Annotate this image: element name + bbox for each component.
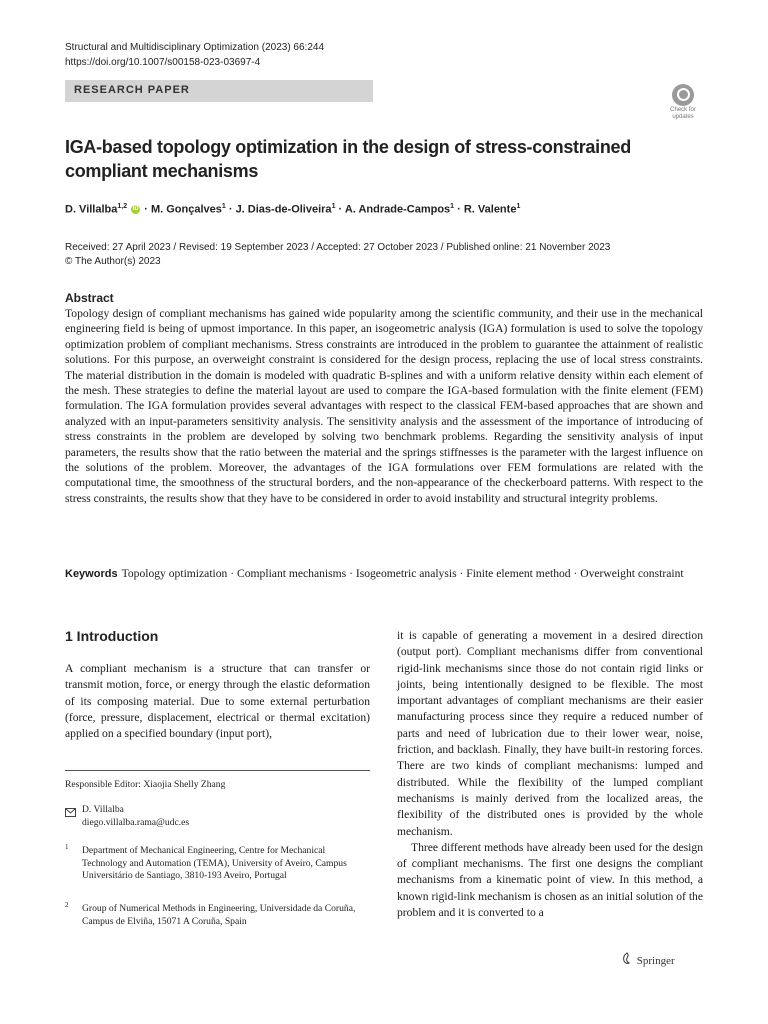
publisher-name: Springer — [636, 955, 675, 967]
check-updates-line1: Check for — [670, 107, 696, 113]
intro-paragraph: A compliant mechanism is a structure that can transfer or transmit motion, force, or energy through the elastic deformation of its composing material. Due to some external perturbation (force, pressure, displacement, electrical or thermal excitation) applied on a specified boundary (input port), — [65, 662, 370, 741]
envelope-icon[interactable] — [65, 804, 76, 822]
dates-line: Received: 27 April 2023 / Revised: 19 September 2023 / Accepted: 27 October 2023 / Published online: 21 November 2023 — [65, 242, 611, 253]
journal-header — [65, 40, 324, 70]
author-affil: 1,2 — [117, 203, 128, 210]
footnote-divider — [65, 770, 370, 771]
author-name[interactable]: J. Dias-de-Oliveira — [235, 203, 332, 216]
responsible-editor: Responsible Editor: Xiaojia Shelly Zhang — [65, 779, 226, 790]
check-updates-icon — [672, 84, 694, 106]
keywords-block — [65, 566, 703, 582]
contact-email[interactable]: diego.villalba.rama@udc.es — [82, 816, 190, 828]
publication-dates — [65, 241, 610, 269]
affiliation-2: Group of Numerical Methods in Engineering, Universidade da Coruña, Campus de Elviña, 15071 A Coruña, Spain — [82, 903, 356, 927]
publisher-logo — [620, 952, 675, 967]
author-name[interactable]: D. Villalba — [65, 203, 118, 216]
affiliation-number: 1 — [65, 843, 69, 851]
orcid-icon[interactable]: iD — [132, 206, 139, 213]
intro-paragraph: Three different methods have already been used for the design of compliant mechanisms. The first one designs the compliant mechanisms from a kinematic point of view. In this method, a known rigid-link mechanism is chosen as an initial solution of the problem and it is converted to a — [397, 840, 703, 920]
journal-citation: Structural and Multidisciplinary Optimization (2023) 66:244 — [65, 42, 325, 53]
keywords-label: Keywords — [65, 568, 118, 580]
author-list: D. Villalba$^{1,2}$ iD · M. Gonçalves$^1$ · J. Dias-de-Oliveira$^1$ · A. Andrade-Campos$^1$ · R. Valente$^1$ — [65, 203, 521, 216]
intro-column-left — [65, 661, 370, 742]
springer-logo-icon — [620, 952, 634, 966]
author-name[interactable]: M. Gonçalves — [150, 203, 222, 216]
corresponding-author — [82, 804, 189, 829]
contact-name: D. Villalba — [82, 804, 124, 815]
copyright-line: © The Author(s) 2023 — [65, 256, 161, 267]
keywords-text: Topology optimization · Compliant mechanisms · Isogeometric analysis · Finite element method · Overweight constraint — [121, 567, 684, 580]
check-updates-badge[interactable] — [664, 84, 702, 124]
author-affil: 1 — [516, 203, 521, 210]
author-name[interactable]: R. Valente — [463, 203, 517, 216]
affiliation-1: Department of Mechanical Engineering, Centre for Mechanical Technology and Automation (TEMA), University of Aveiro, Campus Universitário de Santiago, 3810-193 Aveiro, Portugal — [82, 845, 347, 881]
abstract-text: Topology design of compliant mechanisms has gained wide popularity among the scientific community, and their use in the mechanical engineering field is being of upmost importance. In this paper, an isogeometric analysis (IGA) formulation is used to solve the topology optimization problem of compliant mechanisms. Stress constraints are introduced in the problem to guarantee the attainment of realistic solutions. For this purpose, an overweight constraint is considered for the design process, replacing the use of local stress constraints. The material distribution in the domain is modeled with quadratic B-splines and with a uniform relative density within each element of the mesh. These strategies to define the material layout are used to compare the IGA-based formulation with the finite element (FEM) formulation. The IGA formulation provides several advantages with respect to the classical FEM-based approaches that are shown and analyzed with an input-parameters sensitivity analysis. The sensitivity analysis and the assessment of the importance of introducing of stress constraints in the problem are developed by solving two benchmark problems. Regarding the sensitivity analysis of input parameters, the results show that the ratio between the material and the springs stiffnesses is the parameter with the largest influence on the solutions of the problem. Moreover, the advantages of the IGA formulations over FEM formulations are related with the computational time, the smoothness of the structural borders, and the non-appearance of the checkerboard patterns. With respect to the stress constraints, the results show that they have to be considered in order to avoid instability and structural integrity problems. — [65, 307, 703, 505]
doi-link[interactable]: https://doi.org/10.1007/s00158-023-03697-4 — [65, 57, 261, 68]
intro-paragraph: it is capable of generating a movement in a desired direction (output port). Compliant mechanisms differ from conventional rigid-link mechanisms since those do not contain rigid links or joints, being intentionally designed to be flexible. The most important advantages of compliant mechanisms are their easier manufacturing process since they require a reduced number of parts and need of lubrication due to their lower wear, noise, friction, and backlash. Finally, they have built-in restoring forces. There are two kinds of compliant mechanisms: lumped and distributed. While the flexibility of the lumped compliant mechanisms is mainly derived from the localized areas, the flexibility of the distributed ones is provided by the whole mechanism. — [397, 629, 703, 838]
author-affil: 1 — [450, 203, 455, 210]
author-affil: 1 — [221, 203, 226, 210]
abstract-heading: Abstract — [65, 291, 114, 305]
section-heading-introduction: 1 Introduction — [65, 628, 159, 644]
intro-column-right — [397, 628, 703, 921]
author-name[interactable]: A. Andrade-Campos — [344, 203, 451, 216]
author-affil: 1 — [331, 203, 336, 210]
paper-title: IGA-based topology optimization in the design of stress-constrained compliant mechanisms — [65, 137, 631, 181]
article-type-label: RESEARCH PAPER — [74, 84, 190, 96]
check-updates-line2: updates — [672, 114, 694, 120]
article-type-banner — [65, 80, 373, 102]
affiliation-number: 2 — [65, 901, 69, 909]
